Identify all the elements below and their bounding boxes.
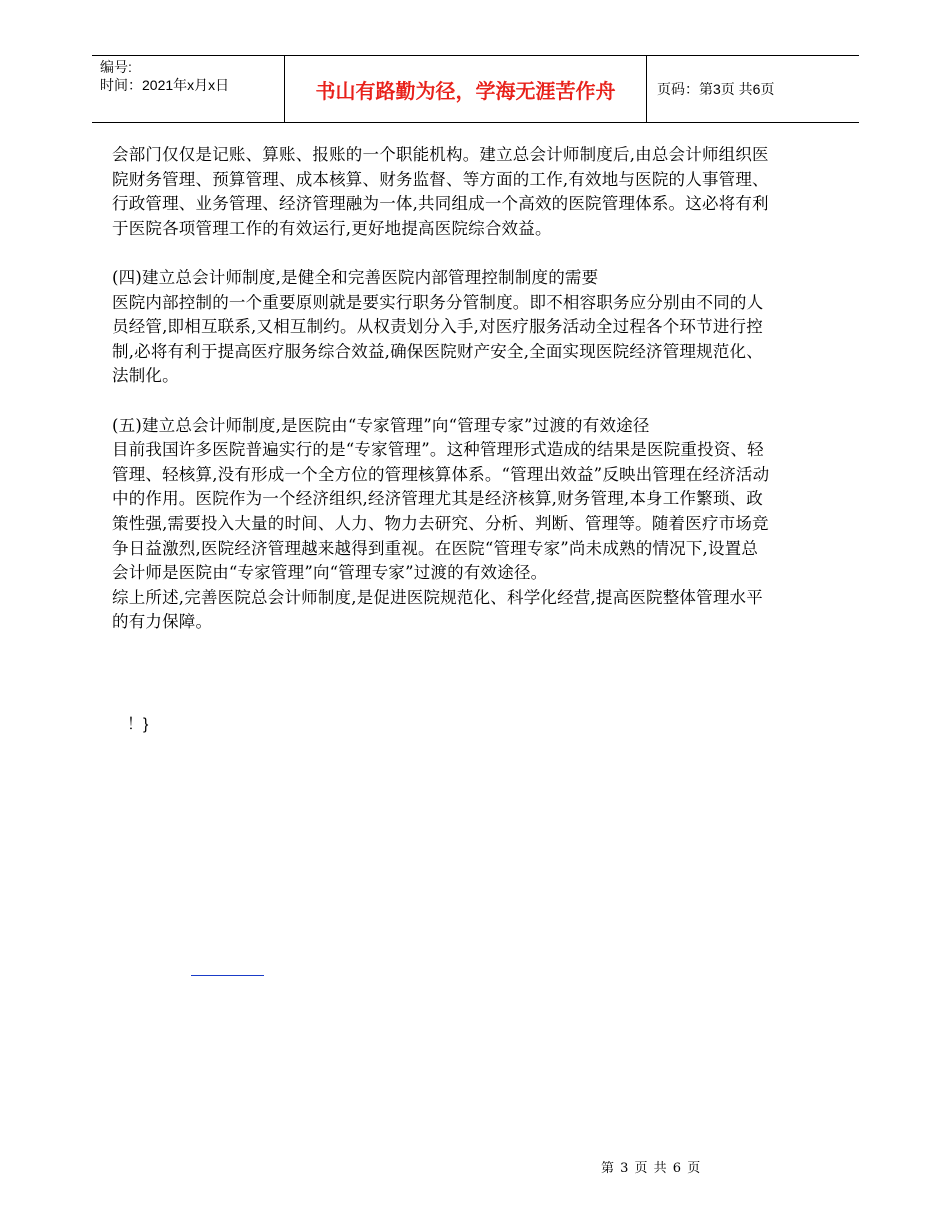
body-paragraph: 会部门仅仅是记账、算账、报账的一个职能机构。建立总会计师制度后,由总会计师组织医院财务管理、预算管理、成本核算、财务监督、等方面的工作,有效地与医院的人事管理、行政管理、业务管理、经济管理融为一体,共同组成一个高效的医院管理体系。这必将有利于医院各项管理工作的有效运行,更好地提高医院综合效益。: [112, 145, 769, 238]
header-page-label: 页码：第3页 共6页: [657, 81, 775, 97]
paragraph-spacer: [112, 389, 772, 414]
page-footer: 第 3 页 共 6 页: [601, 1161, 702, 1176]
section-heading-5: (五)建立总会计师制度,是医院由“专家管理”向“管理专家”过渡的有效途径: [112, 415, 650, 435]
conclusion-paragraph: 综上所述,完善医院总会计师制度,是促进医院规范化、科学化经营,提高医院整体管理水平的有力保障。: [112, 587, 763, 632]
document-time-label: 时间：2021年x月x日: [100, 77, 230, 93]
paragraph-spacer: [112, 241, 772, 266]
stray-mark: ！}: [127, 716, 149, 733]
body-paragraph: 医院内部控制的一个重要原则就是要实行职务分管制度。即不相容职务应分别由不同的人员经管,即相互联系,又相互制约。从权责划分入手,对医疗服务活动全过程各个环节进行控制,必将有利于提高医疗服务综合效益,确保医院财产安全,全面实现医院经济管理规范化、法制化。: [112, 292, 764, 386]
document-body: [112, 143, 772, 635]
body-paragraph: 目前我国许多医院普遍实行的是“专家管理”。这种管理形式造成的结果是医院重投资、轻管理、轻核算,没有形成一个全方位的管理核算体系。“管理出效益”反映出管理在经济活动中的作用。医院作为一个经济组织,经济管理尤其是经济核算,财务管理,本身工作繁琐、政策性强,需要投入大量的时间、人力、物力去研究、分析、判断、管理等。随着医疗市场竞争日益激烈,医院经济管理越来越得到重视。在医院“管理专家”尚未成熟的情况下,设置总会计师是医院由“专家管理”向“管理专家”过渡的有效途径。: [112, 440, 770, 583]
section-heading-4: (四)建立总会计师制度,是健全和完善医院内部管理控制制度的需要: [112, 267, 599, 287]
header-meta: [92, 56, 285, 122]
header-motto: 书山有路勤为径，学海无涯苦作舟: [285, 56, 647, 122]
hyperlink-underline[interactable]: [191, 975, 264, 976]
document-number-label: 编号:: [100, 59, 132, 75]
page-header: [92, 55, 859, 123]
